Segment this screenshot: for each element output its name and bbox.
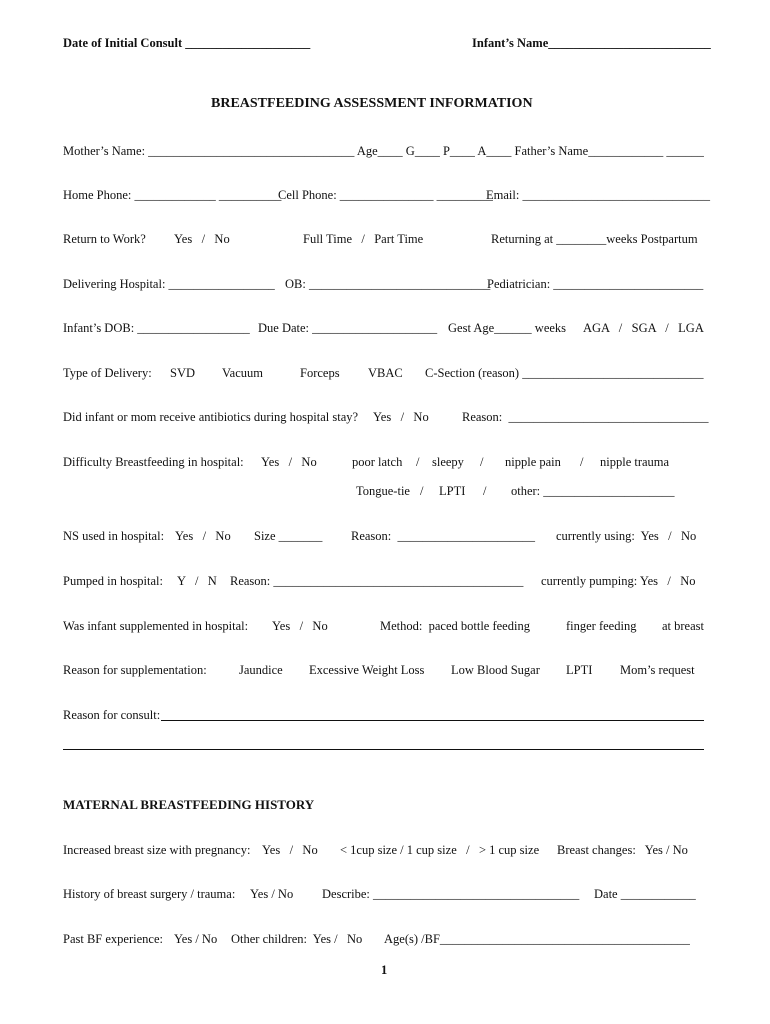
past-bf-options[interactable]: Yes / No <box>174 932 218 946</box>
ns-used-label: NS used in hospital: <box>63 529 165 543</box>
antibiotics-options[interactable]: Yes / No <box>373 410 429 424</box>
paced-bottle-option[interactable]: Method: paced bottle feeding <box>380 619 530 633</box>
delivery-vbac-option[interactable]: VBAC <box>368 366 403 380</box>
supplementation-reason-label: Reason for supplementation: <box>63 663 207 677</box>
pediatrician-field[interactable]: Pediatrician: ________________________ <box>487 277 704 291</box>
delivery-csection-field[interactable]: C-Section (reason) _____________________________ <box>425 366 704 380</box>
pumped-reason-field[interactable]: Reason: ________________________________________ <box>230 574 524 588</box>
ns-currently-using-options[interactable]: currently using: Yes / No <box>556 529 697 543</box>
lpti-supplement-option[interactable]: LPTI <box>566 663 593 677</box>
returning-weeks-field[interactable]: Returning at ________weeks Postpartum <box>491 232 698 246</box>
describe-field[interactable]: Describe: _________________________________ <box>322 887 580 901</box>
difficulty-options[interactable]: Yes / No <box>261 455 317 469</box>
tongue-tie-option[interactable]: Tongue-tie <box>356 484 410 498</box>
return-to-work-options[interactable]: Yes / No <box>174 232 230 246</box>
difficulty-breastfeeding-label: Difficulty Breastfeeding in hospital: <box>63 455 244 469</box>
surgery-date-field[interactable]: Date ____________ <box>594 887 696 901</box>
due-date-field[interactable]: Due Date: ____________________ <box>258 321 438 335</box>
pumped-label: Pumped in hospital: <box>63 574 163 588</box>
email-field[interactable]: Email: ______________________________ <box>486 188 710 202</box>
breast-size-label: Increased breast size with pregnancy: <box>63 843 251 857</box>
currently-pumping-options[interactable]: currently pumping: Yes / No <box>541 574 696 588</box>
nipple-trauma-option[interactable]: nipple trauma <box>600 455 670 469</box>
ns-reason-field[interactable]: Reason: ______________________ <box>351 529 536 543</box>
pumped-options[interactable]: Y / N <box>177 574 217 588</box>
finger-feeding-option[interactable]: finger feeding <box>566 619 637 633</box>
ns-size-field[interactable]: Size _______ <box>254 529 323 543</box>
delivery-vacuum-option[interactable]: Vacuum <box>222 366 263 380</box>
delivering-hospital-field[interactable]: Delivering Hospital: _________________ <box>63 277 275 291</box>
maternal-history-heading: MATERNAL BREASTFEEDING HISTORY <box>63 797 315 812</box>
full-part-time-options[interactable]: Full Time / Part Time <box>303 232 424 246</box>
mother-name-line[interactable]: Mother’s Name: _________________________________ Age____ G____ P____ A____ Father’s Name____________ ______ <box>63 144 704 158</box>
infant-dob-field[interactable]: Infant’s DOB: __________________ <box>63 321 250 335</box>
separator: / <box>420 484 424 498</box>
delivery-forceps-option[interactable]: Forceps <box>300 366 340 380</box>
weight-loss-option[interactable]: Excessive Weight Loss <box>309 663 425 677</box>
antibiotics-question: Did infant or mom receive antibiotics during hospital stay? <box>63 410 359 424</box>
past-bf-label: Past BF experience: <box>63 932 163 946</box>
cell-phone-field[interactable]: Cell Phone: _______________ _________ <box>278 188 493 202</box>
supplemented-label: Was infant supplemented in hospital: <box>63 619 249 633</box>
breast-changes-options[interactable]: Breast changes: Yes / No <box>557 843 688 857</box>
date-initial-consult-field[interactable]: Date of Initial Consult ____________________ <box>63 36 311 50</box>
lpti-option[interactable]: LPTI <box>439 484 466 498</box>
return-to-work-label: Return to Work? <box>63 232 146 246</box>
delivery-svd-option[interactable]: SVD <box>170 366 196 380</box>
reason-for-consult-line[interactable] <box>161 720 704 721</box>
reason-for-consult-label: Reason for consult: <box>63 708 161 722</box>
low-blood-sugar-option[interactable]: Low Blood Sugar <box>451 663 540 677</box>
home-phone-field[interactable]: Home Phone: _____________ __________ <box>63 188 282 202</box>
separator: / <box>480 455 484 469</box>
page-title: BREASTFEEDING ASSESSMENT INFORMATION <box>211 96 533 111</box>
jaundice-option[interactable]: Jaundice <box>239 663 283 677</box>
separator: / <box>580 455 584 469</box>
page-number: 1 <box>381 963 388 977</box>
nipple-pain-option[interactable]: nipple pain <box>505 455 561 469</box>
separator: / <box>483 484 487 498</box>
cup-size-options[interactable]: < 1cup size / 1 cup size / > 1 cup size <box>340 843 540 857</box>
gest-age-field[interactable]: Gest Age______ weeks <box>448 321 567 335</box>
poor-latch-option[interactable]: poor latch <box>352 455 403 469</box>
ob-field[interactable]: OB: _____________________________ <box>285 277 491 291</box>
type-of-delivery-label: Type of Delivery: <box>63 366 152 380</box>
sleepy-option[interactable]: sleepy <box>432 455 464 469</box>
separator: / <box>416 455 420 469</box>
supplemented-options[interactable]: Yes / No <box>272 619 328 633</box>
aga-sga-lga-options[interactable]: AGA / SGA / LGA <box>583 321 704 335</box>
breast-size-options[interactable]: Yes / No <box>262 843 318 857</box>
infant-name-field[interactable]: Infant’s Name__________________________ <box>472 36 711 50</box>
moms-request-option[interactable]: Mom’s request <box>620 663 695 677</box>
antibiotics-reason-field[interactable]: Reason: ________________________________ <box>462 410 709 424</box>
at-breast-option[interactable]: at breast <box>662 619 704 633</box>
breast-surgery-label: History of breast surgery / trauma: <box>63 887 236 901</box>
ns-used-options[interactable]: Yes / No <box>175 529 231 543</box>
ages-bf-field[interactable]: Age(s) /BF________________________________________ <box>384 932 690 946</box>
other-children-options[interactable]: Other children: Yes / No <box>231 932 363 946</box>
breast-surgery-options[interactable]: Yes / No <box>250 887 294 901</box>
reason-for-consult-line-2[interactable] <box>63 749 704 750</box>
other-difficulty-field[interactable]: other: _____________________ <box>511 484 675 498</box>
